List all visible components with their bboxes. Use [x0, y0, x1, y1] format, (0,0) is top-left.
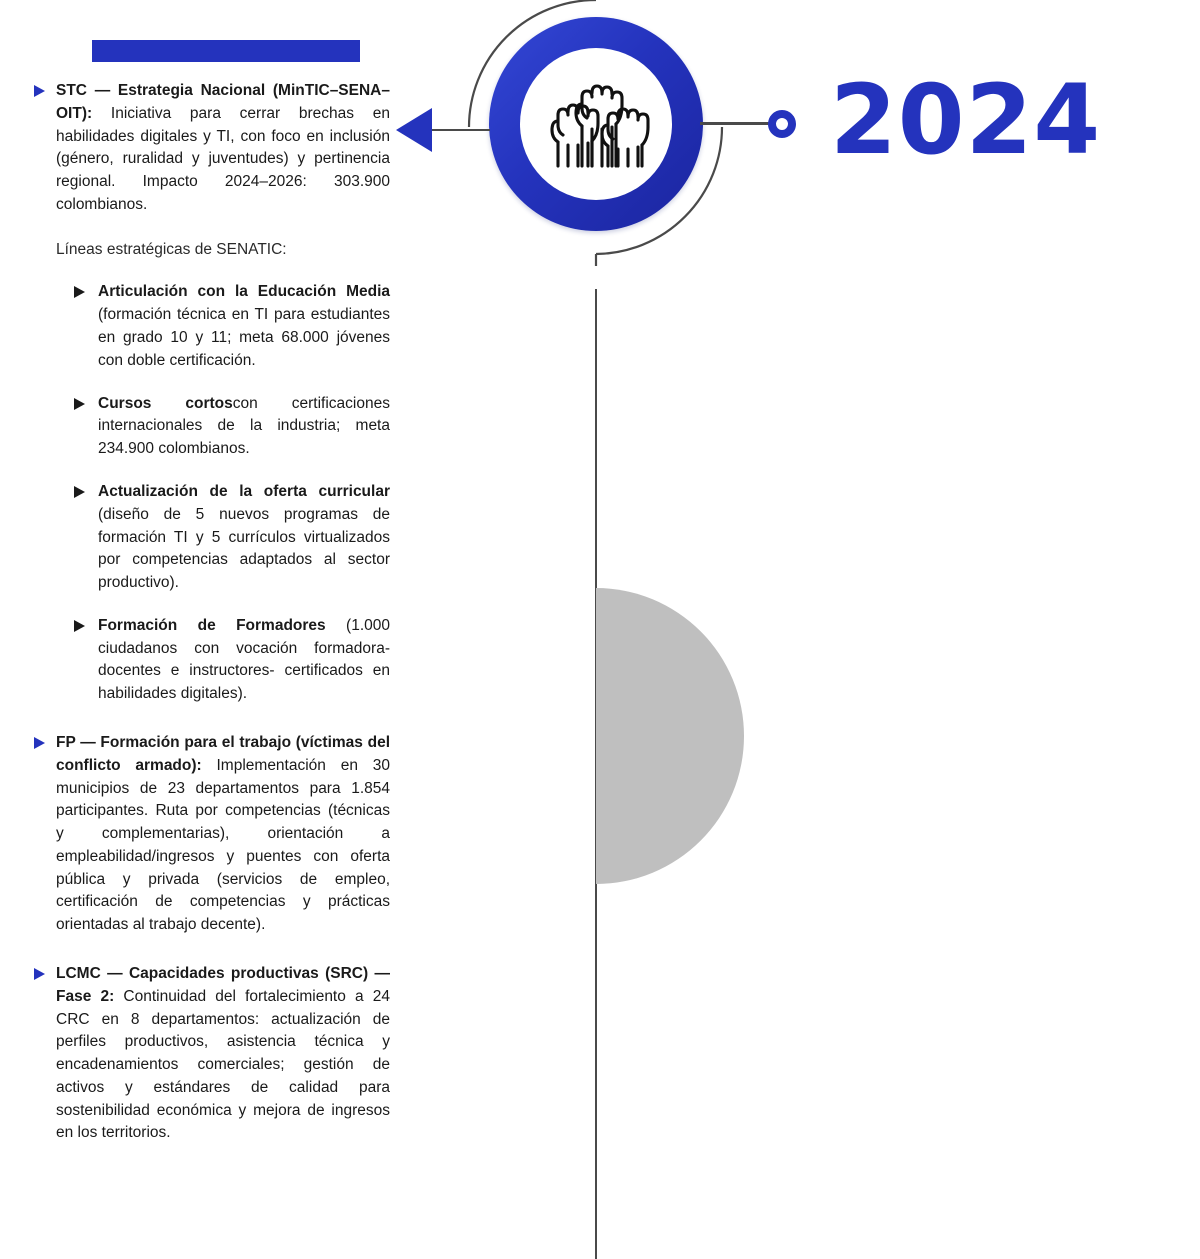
subbullet-formacion-formadores — [74, 615, 390, 706]
year-label: 2024 — [830, 64, 1102, 176]
content-column — [30, 40, 390, 1145]
bullet-lcmc — [30, 963, 390, 1145]
pointer-elbow-line — [430, 129, 490, 131]
bullet-fp-title: FP — Formación para el trabajo (víctimas del conflicto armado): — [56, 733, 390, 774]
raised-fists-icon — [538, 75, 654, 175]
bullet-fp-body: Implementación en 30 municipios de 23 departamentos para 1.854 participantes. Ruta por competencias (técnicas y complementarias), orientación a empleabilidad/ingresos y puentes con oferta pública y privada (servicios de empleo, certificación de competencias y prácticas orientadas al trabajo decente). — [56, 756, 390, 934]
triangle-bullet-icon — [34, 968, 45, 980]
left-arrow-pointer — [396, 108, 432, 152]
subbullet-articulacion-title: Articulación con la Educación Media — [98, 283, 390, 301]
triangle-bullet-icon — [34, 85, 45, 97]
year-connector-line — [700, 122, 770, 125]
raised-fists-svg — [538, 75, 654, 175]
triangle-bullet-icon — [74, 620, 85, 632]
bullet-stc-title: STC — Estrategia Nacional (MinTIC–SENA–OIT): — [56, 82, 390, 122]
triangle-bullet-icon — [74, 486, 85, 498]
senatic-sublist — [30, 281, 390, 706]
subbullet-cursos-cortos — [74, 393, 390, 461]
title-accent-bar — [92, 40, 360, 62]
triangle-bullet-icon — [34, 737, 45, 749]
subbullet-oferta-curricular — [74, 481, 390, 595]
bullet-lcmc-title: LCMC — Capacidades productivas (SRC) — Fase 2: — [56, 965, 390, 1005]
bullet-lcmc-body: Continuidad del fortalecimiento a 24 CRC en 8 departamentos: actualización de perfiles productivos, asistencia técnica y encadenamientos comerciales; gestión de activos y estándares de calidad para sostenibilidad económica y mejora de ingresos en los territorios. — [56, 987, 390, 1142]
subbullet-cursos-cortos-title: Cursos cortos — [98, 394, 233, 412]
subbullet-articulacion — [74, 281, 390, 372]
gray-half-disc-decoration — [596, 588, 744, 884]
subbullet-formacion-formadores-title: Formación de Formadores — [98, 616, 326, 634]
subbullet-cursos-cortos-body: con certificaciones internacionales de la industria; meta 234.900 colombianos. — [98, 394, 390, 458]
senatic-note: Líneas estratégicas de SENATIC: — [56, 240, 287, 258]
triangle-bullet-icon — [74, 286, 85, 298]
subbullet-oferta-curricular-body: (diseño de 5 nuevos programas de formación TI y 5 currículos virtualizados por competencias adaptados al sector productivo). — [98, 505, 390, 592]
subbullet-articulacion-body: (formación técnica en TI para estudiantes en grado 10 y 11; meta 68.000 jóvenes con doble certificación. — [98, 306, 390, 369]
bullet-stc-body: Iniciativa para cerrar brechas en habilidades digitales y TI, con foco en inclusión (género, ruralidad y juventudes) y pertinencia regional. Impacto 2024–2026: 303.900 colombianos. — [56, 104, 390, 213]
year-connector-dot — [768, 110, 796, 138]
triangle-bullet-icon — [74, 398, 85, 410]
bullet-stc — [30, 80, 390, 217]
subbullet-oferta-curricular-title: Actualización de la oferta curricular — [98, 482, 390, 500]
subbullet-formacion-formadores-body: (1.000 ciudadanos con vocación formadora-docentes e instructores- certificados en habilidades digitales). — [98, 616, 391, 703]
timeline-node-2024[interactable] — [489, 17, 703, 231]
bullet-fp — [30, 732, 390, 937]
